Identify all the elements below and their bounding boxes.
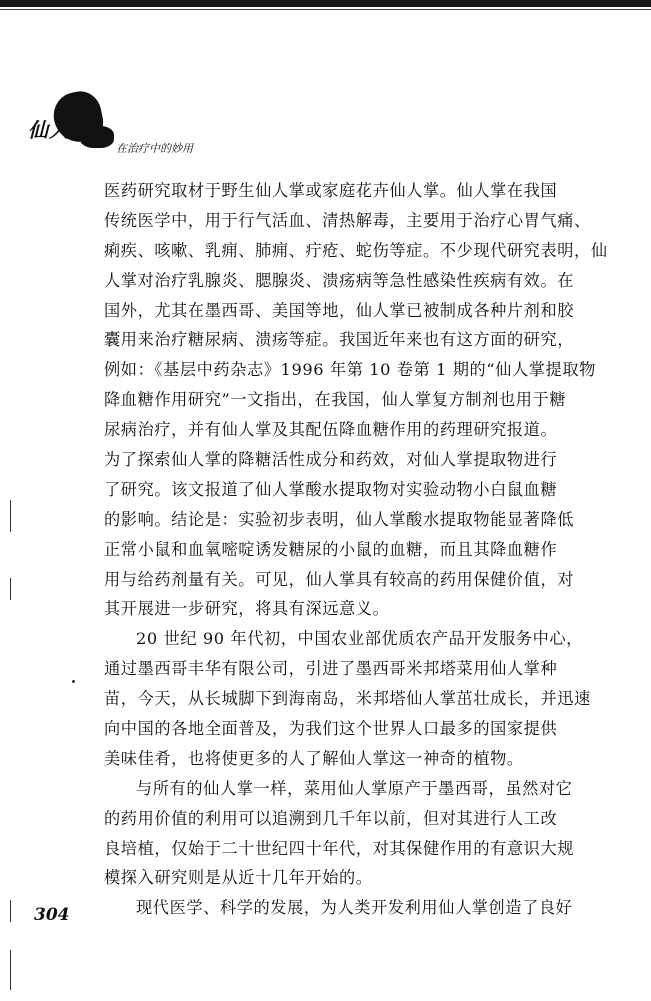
margin-mark — [10, 950, 11, 990]
text-line: 了研究。该文报道了仙人掌酸水提取物对实验动物小白鼠血糖 — [104, 479, 558, 499]
text-line: 通过墨西哥丰华有限公司，引进了墨西哥米邦塔菜用仙人掌种 — [104, 659, 558, 679]
text-line: 其开展进一步研究，将具有深远意义。 — [104, 599, 390, 619]
text-line: 的影响。结论是：实验初步表明，仙人掌酸水提取物能显著降低 — [104, 509, 575, 529]
text-line: 痢疾、咳嗽、乳痈、肺痈、疔疮、蛇伤等症。不少现代研究表明，仙 — [104, 240, 608, 260]
text-line: 苗，今天，从长城脚下到海南岛，米邦塔仙人掌茁壮成长，并迅速 — [104, 689, 591, 709]
margin-mark — [10, 500, 11, 532]
text-line: 例如：《基层中药杂志》1996 年第 10 卷第 1 期的“仙人掌提取物 — [104, 360, 596, 380]
text-line: 正常小鼠和血氧嘧啶诱发糖尿的小鼠的血糖，而且其降血糖作 — [104, 539, 558, 559]
running-header — [28, 92, 288, 162]
text-line: 降血糖作用研究”一文指出，在我国，仙人掌复方制剂也用于糖 — [104, 390, 567, 410]
text-line: 20 世纪 90 年代初，中国农业部优质农产品开发服务中心， — [136, 629, 583, 649]
text-line: 向中国的各地全面普及，为我们这个世界人口最多的国家提供 — [104, 719, 558, 739]
top-border-thin-rule — [0, 9, 651, 10]
margin-mark — [10, 578, 11, 600]
margin-dot — [72, 680, 75, 683]
text-line: 美味佳肴，也将使更多的人了解仙人掌这一神奇的植物。 — [104, 748, 524, 768]
body-text — [104, 176, 608, 923]
text-line: 现代医学、科学的发展，为人类开发利用仙人掌创造了良好 — [136, 898, 573, 918]
top-border-rule — [0, 0, 651, 7]
text-line: 尿病治疗，并有仙人掌及其配伍降血糖作用的药理研究报道。 — [104, 420, 558, 440]
text-line: 国外，尤其在墨西哥、美国等地，仙人掌已被制成各种片剂和胶 — [104, 300, 575, 320]
text-line: 人掌对治疗乳腺炎、腮腺炎、溃疡病等急性感染性疾病有效。在 — [104, 270, 575, 290]
text-line: 的药用价值的利用可以追溯到几千年以前，但对其进行人工改 — [104, 808, 558, 828]
text-line: 为了探索仙人掌的降糖活性成分和药效，对仙人掌提取物进行 — [104, 450, 558, 470]
text-line: 与所有的仙人掌一样，菜用仙人掌原产于墨西哥，虽然对它 — [136, 778, 573, 798]
header-subtitle: 在治疗中的妙用 — [116, 142, 193, 155]
text-line: 传统医学中，用于行气活血、清热解毒，主要用于治疗心胃气痛、 — [104, 210, 591, 230]
text-line: 良培植，仅始于二十世纪四十年代，对其保健作用的有意识大规 — [104, 838, 575, 858]
text-line: 医药研究取材于野生仙人掌或家庭花卉仙人掌。仙人掌在我国 — [104, 181, 558, 200]
header-title: 仙人掌 — [28, 118, 91, 142]
margin-mark — [10, 900, 11, 922]
text-line: 模探入研究则是从近十几年开始的。 — [104, 868, 373, 888]
page-number: 304 — [34, 905, 70, 925]
text-line: 囊用来治疗糖尿病、溃疡等症。我国近年来也有这方面的研究， — [104, 330, 575, 350]
text-line: 用与给药剂量有关。可见，仙人掌具有较高的药用保健价值，对 — [104, 569, 575, 589]
